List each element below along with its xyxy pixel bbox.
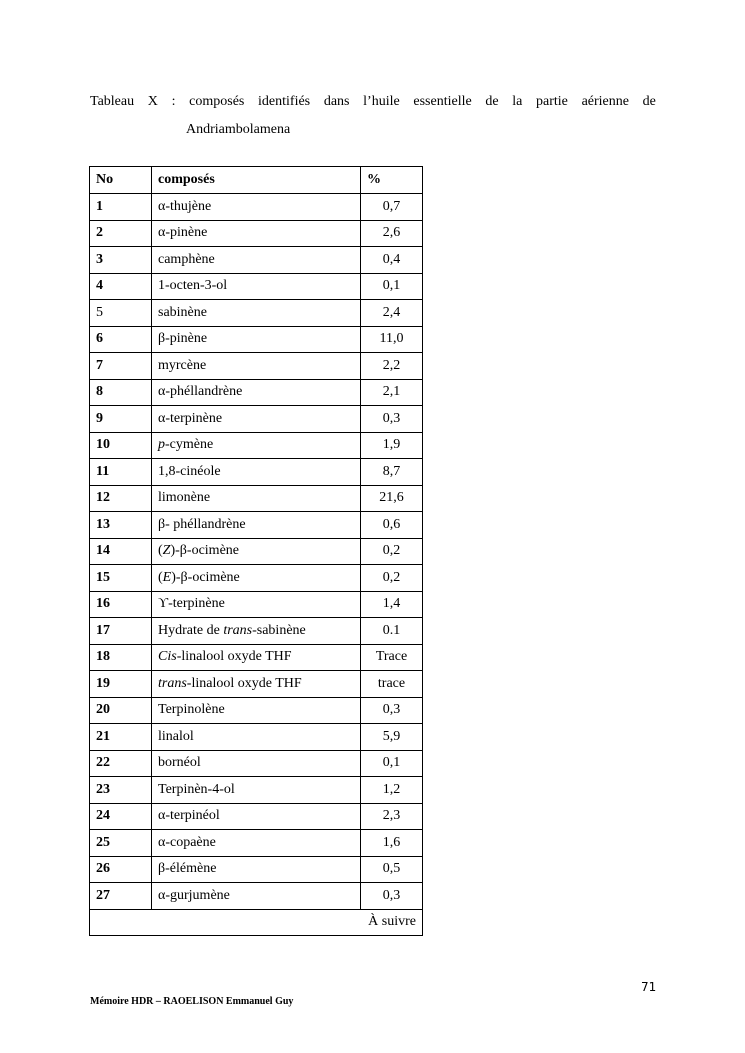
caption-word: composés [189, 94, 245, 109]
table-row [90, 856, 423, 883]
compound-name-part: ( [158, 569, 163, 585]
compound-percent: 0,1 [361, 273, 423, 300]
row-number: 11 [90, 459, 152, 486]
row-number: 25 [90, 830, 152, 857]
compound-name [152, 565, 361, 592]
compound-percent: Trace [361, 644, 423, 671]
table-row [90, 618, 423, 645]
compound-name-part: )-β-ocimène [171, 569, 240, 585]
compound-name-part: E [162, 569, 172, 585]
caption-word: : [171, 94, 176, 109]
compound-name-part: myrcène [158, 357, 207, 373]
compound-percent: 2,4 [361, 300, 423, 327]
table-row [90, 406, 423, 433]
compound-name [152, 194, 361, 221]
table-row [90, 724, 423, 751]
compound-name-part: Z [162, 543, 171, 559]
compound-percent: 0,3 [361, 883, 423, 910]
row-number: 3 [90, 247, 152, 274]
table-row [90, 565, 423, 592]
row-number: 1 [90, 194, 152, 221]
header-compounds: composés [152, 167, 361, 194]
row-number: 12 [90, 485, 152, 512]
compound-percent: 2,2 [361, 353, 423, 380]
compound-name [152, 406, 361, 433]
compound-percent: 0,7 [361, 194, 423, 221]
row-number: 16 [90, 591, 152, 618]
compound-name [152, 777, 361, 804]
compound-name [152, 538, 361, 565]
compound-name-part: 1-octen-3-ol [158, 278, 228, 294]
compound-name-part: camphène [158, 251, 215, 267]
compound-name [152, 830, 361, 857]
compound-name [152, 485, 361, 512]
header-percent: % [361, 167, 423, 194]
row-number: 13 [90, 512, 152, 539]
table-row [90, 247, 423, 274]
compound-name-part: ϒ-terpinène [158, 596, 225, 612]
compound-name [152, 379, 361, 406]
compound-name-part: α-gurjumène [158, 887, 230, 903]
compound-name [152, 591, 361, 618]
row-number: 8 [90, 379, 152, 406]
caption-word: l’huile [363, 94, 400, 109]
compound-percent: 1,2 [361, 777, 423, 804]
compound-name [152, 353, 361, 380]
compound-name-part: Cis [158, 649, 177, 665]
compound-name [152, 247, 361, 274]
table-row [90, 671, 423, 698]
row-number: 20 [90, 697, 152, 724]
compound-name [152, 618, 361, 645]
table-row [90, 750, 423, 777]
compound-name-part: p [158, 437, 165, 453]
compound-percent: 0,1 [361, 750, 423, 777]
table-header-row [90, 167, 423, 194]
row-number: 6 [90, 326, 152, 353]
compound-name-part: α-terpinène [158, 410, 223, 426]
table-row [90, 777, 423, 804]
row-number: 10 [90, 432, 152, 459]
compound-name [152, 883, 361, 910]
caption-word: essentielle [413, 94, 472, 109]
table-row [90, 591, 423, 618]
compound-percent: 0,3 [361, 406, 423, 433]
compound-percent: 0.1 [361, 618, 423, 645]
compound-name-part: Terpinèn-4-ol [158, 781, 235, 797]
compound-name [152, 326, 361, 353]
compound-percent: 0,5 [361, 856, 423, 883]
compound-percent: 0,2 [361, 565, 423, 592]
compound-name-part: α-terpinéol [158, 808, 220, 824]
caption-word: X [147, 94, 158, 109]
page-number: 71 [641, 980, 657, 994]
compound-name-part: -cymène [165, 437, 214, 453]
compound-name [152, 459, 361, 486]
compound-name [152, 432, 361, 459]
row-number: 21 [90, 724, 152, 751]
compound-name-part: linalol [158, 728, 194, 744]
table-row [90, 379, 423, 406]
compound-name [152, 856, 361, 883]
row-number: 22 [90, 750, 152, 777]
caption-word: de [642, 94, 656, 109]
compound-name-part: -sabinène [252, 622, 306, 638]
row-number: 5 [90, 300, 152, 327]
row-number: 18 [90, 644, 152, 671]
document-footer: Mémoire HDR – RAOELISON Emmanuel Guy [90, 996, 294, 1007]
compound-percent: 21,6 [361, 485, 423, 512]
row-number: 24 [90, 803, 152, 830]
compound-name-part: 1,8-cinéole [158, 463, 221, 479]
compound-percent: 2,3 [361, 803, 423, 830]
compound-name [152, 803, 361, 830]
compound-name [152, 697, 361, 724]
compound-name-part: trans [158, 675, 187, 691]
compound-percent: 11,0 [361, 326, 423, 353]
compound-percent: 1,9 [361, 432, 423, 459]
table-row [90, 803, 423, 830]
row-number: 4 [90, 273, 152, 300]
compound-percent: 0,3 [361, 697, 423, 724]
table-row [90, 538, 423, 565]
compound-name [152, 750, 361, 777]
caption-word: de [485, 94, 499, 109]
compound-name-part: limonène [158, 490, 211, 506]
compound-name-part: α-thujène [158, 198, 212, 214]
compound-name [152, 220, 361, 247]
table-row [90, 353, 423, 380]
compound-name-part: ( [158, 543, 163, 559]
compound-name-part: α-phéllandrène [158, 384, 243, 400]
compound-percent: 1,4 [361, 591, 423, 618]
row-number: 14 [90, 538, 152, 565]
compound-name [152, 273, 361, 300]
compound-percent: 1,6 [361, 830, 423, 857]
row-number: 2 [90, 220, 152, 247]
caption-word: identifiés [258, 94, 311, 109]
caption-line-2: Andriambolamena [186, 122, 291, 137]
row-number: 26 [90, 856, 152, 883]
compound-percent: 5,9 [361, 724, 423, 751]
table-row [90, 830, 423, 857]
compound-name-part: trans [223, 622, 253, 638]
compound-name-part: sabinène [158, 304, 207, 320]
table-row [90, 300, 423, 327]
table-row [90, 273, 423, 300]
row-number: 17 [90, 618, 152, 645]
compound-name [152, 671, 361, 698]
compound-name-part: -linalool oxyde THF [176, 649, 292, 665]
compound-percent: 0,6 [361, 512, 423, 539]
caption-word: la [512, 94, 523, 109]
compound-name-part: -linalool oxyde THF [186, 675, 302, 691]
row-number: 9 [90, 406, 152, 433]
compound-percent: trace [361, 671, 423, 698]
compound-name-part: β-pinène [158, 331, 208, 347]
compound-name-part: α-pinène [158, 225, 208, 241]
continuation-note: À suivre [90, 909, 423, 936]
row-number: 27 [90, 883, 152, 910]
row-number: 23 [90, 777, 152, 804]
caption-line-1 [90, 88, 656, 116]
table-row [90, 883, 423, 910]
caption-word: partie [536, 94, 568, 109]
row-number: 7 [90, 353, 152, 380]
table-caption [90, 88, 656, 144]
compound-name-part: Terpinolène [158, 702, 225, 718]
table-row [90, 432, 423, 459]
compound-name-part: α-copaène [158, 834, 216, 850]
table-row [90, 697, 423, 724]
compound-name-part: bornéol [158, 755, 201, 771]
table-row [90, 512, 423, 539]
compound-percent: 2,6 [361, 220, 423, 247]
table-row [90, 644, 423, 671]
compound-percent: 0,4 [361, 247, 423, 274]
compound-name-part: )-β-ocimène [170, 543, 239, 559]
row-number: 15 [90, 565, 152, 592]
compound-name-part: β-élémène [158, 861, 217, 877]
compound-name [152, 300, 361, 327]
compound-name [152, 512, 361, 539]
compound-name [152, 724, 361, 751]
table-row [90, 220, 423, 247]
compound-name-part: β- phéllandrène [158, 516, 246, 532]
compound-percent: 0,2 [361, 538, 423, 565]
row-number: 19 [90, 671, 152, 698]
caption-word: dans [323, 94, 350, 109]
compound-percent: 8,7 [361, 459, 423, 486]
table-footer-row [90, 909, 423, 936]
caption-word: aérienne [581, 94, 629, 109]
compound-percent: 2,1 [361, 379, 423, 406]
header-no: No [90, 167, 152, 194]
compound-name [152, 644, 361, 671]
table-row [90, 459, 423, 486]
caption-word: Tableau [90, 94, 135, 109]
table-row [90, 326, 423, 353]
table-row [90, 485, 423, 512]
compounds-table [89, 166, 423, 936]
table-row [90, 194, 423, 221]
compound-name-part: Hydrate de [158, 622, 224, 638]
